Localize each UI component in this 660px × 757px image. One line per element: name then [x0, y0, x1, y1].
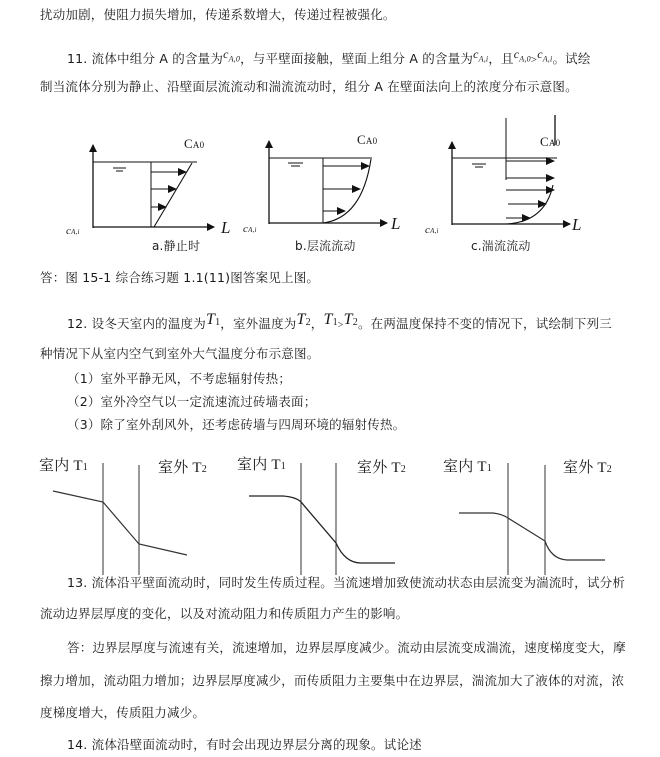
panel-c-caption: c.湍流流动: [471, 239, 531, 253]
fig12-p2-outside-label: 室外 T2: [357, 460, 406, 476]
fig12-p2-inside-label: 室内 T1: [237, 457, 286, 473]
panel-a-cai-label: cA,i: [66, 225, 80, 237]
panel-c-l-label: L: [572, 215, 582, 234]
fig12-panel-3: [459, 463, 605, 575]
panel-b-caption: b.层流流动: [295, 239, 356, 253]
t1-subscript: 1: [215, 317, 221, 328]
fig12-p1-outside-label: 室外 T2: [158, 460, 207, 476]
t1-subscript-2: 1: [332, 317, 338, 328]
t2-subscript-2: 2: [352, 317, 358, 328]
q12-item-1: （1）室外平静无风，不考虑辐射传热；: [67, 371, 292, 386]
fig12-p3-outside-label: 室外 T2: [563, 460, 612, 476]
question-13-line2: 流动边界层厚度的变化，以及对流动阻力和传质阻力产生的影响。: [40, 606, 409, 621]
t2-symbol: T: [296, 311, 306, 328]
fig12-p1-inside-label: 室内 T1: [39, 458, 88, 474]
answer-13-line3: 度梯度增大，传质阻力减少。: [40, 705, 206, 720]
q12-prefix: 12. 设冬天室内的温度为: [67, 316, 206, 331]
c-a0-subscript: A,0: [228, 54, 241, 64]
q12-item-2: （2）室外冷空气以一定流速流过砖墙表面；: [67, 394, 317, 409]
question-13-line1: 13. 流体沿平壁面流动时，同时发生传质过程。当流速增加致使流动状态由层流变为湍流时，试分析: [67, 575, 626, 590]
panel-b-ca0-label: CA0: [357, 132, 378, 147]
greater-than-2: >: [337, 320, 344, 331]
panel-c-cai-label: cA,i: [425, 224, 439, 236]
fig12-p2-temperature-profile: [249, 496, 395, 563]
panel-c-ca0-label: CA0: [540, 134, 561, 149]
t1-symbol-2: T: [323, 311, 333, 328]
panel-a-profile-line: [154, 163, 192, 227]
question-11-line2: 制当流体分别为静止、沿壁面层流流动和湍流流动时，组分 A 在壁面法向上的浓度分布示意图。: [40, 79, 578, 94]
paragraph-continuation: 扰动加剧，使阻力损失增加，传递系数增大，传递过程被强化。: [40, 7, 396, 22]
answer-11: 答：图 15-1 综合练习题 1.1(11)图答案见上图。: [40, 270, 320, 285]
t1-symbol: T: [205, 311, 216, 328]
q11-prefix: 11. 流体中组分 A 的含量为: [67, 51, 224, 67]
panel-a-static: [93, 145, 214, 228]
panel-b-profile-curve: [323, 159, 371, 223]
q11-mid2: ，且: [488, 51, 514, 67]
q11-mid1: ，与平壁面接触，壁面上组分 A 的含量为: [240, 51, 474, 67]
panel-a-caption: a.静止时: [152, 239, 201, 253]
q12-comma: ，: [310, 316, 324, 331]
question-12-line2: 种情况下从室内空气到室外大气温度分布示意图。: [40, 346, 320, 361]
c-ai-symbol: c: [473, 47, 479, 61]
fig12-p1-temperature-profile: [53, 491, 187, 555]
q12-end: 。在两温度保持不变的情况下，试绘制下列三: [357, 316, 612, 331]
panel-c-turbulent: [452, 115, 570, 225]
panel-a-ca0-label: CA0: [184, 136, 205, 151]
q11-end: 。试绘: [552, 51, 591, 67]
c-a0-symbol-2: c: [513, 47, 520, 61]
q12-mid1: ，室外温度为: [220, 316, 297, 331]
c-ai-symbol-2: c: [537, 47, 543, 61]
panel-a-l-label: L: [221, 218, 231, 237]
answer-13-line1: 答：边界层厚度与流速有关，流速增加，边界层厚度减少。流动由层流变成湍流，速度梯度变大，摩: [67, 640, 626, 655]
panel-b-cai-label: cA,i: [243, 223, 257, 235]
answer-13-line2: 擦力增加，流动阻力增加；边界层厚度减少，而传质阻力主要集中在边界层，湍流加大了液体的对流，浓: [40, 673, 625, 688]
c-ai-subscript: A,i: [478, 54, 489, 64]
fig12-panel-2: [249, 463, 395, 575]
question-14: 14. 流体沿壁面流动时，有时会出现边界层分离的现象。试论述: [67, 737, 422, 752]
q12-item-3: （3）除了室外刮风外，还考虑砖墙与四周环境的辐射传热。: [67, 417, 406, 432]
greater-than: >: [530, 54, 538, 67]
fig12-p3-inside-label: 室内 T1: [443, 459, 492, 475]
c-a0-subscript-2: A,0: [519, 54, 531, 64]
t2-subscript: 2: [305, 317, 311, 328]
t2-symbol-2: T: [343, 311, 353, 328]
fig12-p3-temperature-profile: [459, 513, 605, 560]
c-ai-subscript-2: A,i: [542, 54, 553, 64]
c-a0-symbol: c: [223, 47, 229, 61]
fig12-panel-1: [53, 463, 187, 575]
panel-b-l-label: L: [391, 214, 401, 233]
question-12-line1: [67, 312, 612, 334]
panel-b-laminar: [269, 141, 387, 224]
